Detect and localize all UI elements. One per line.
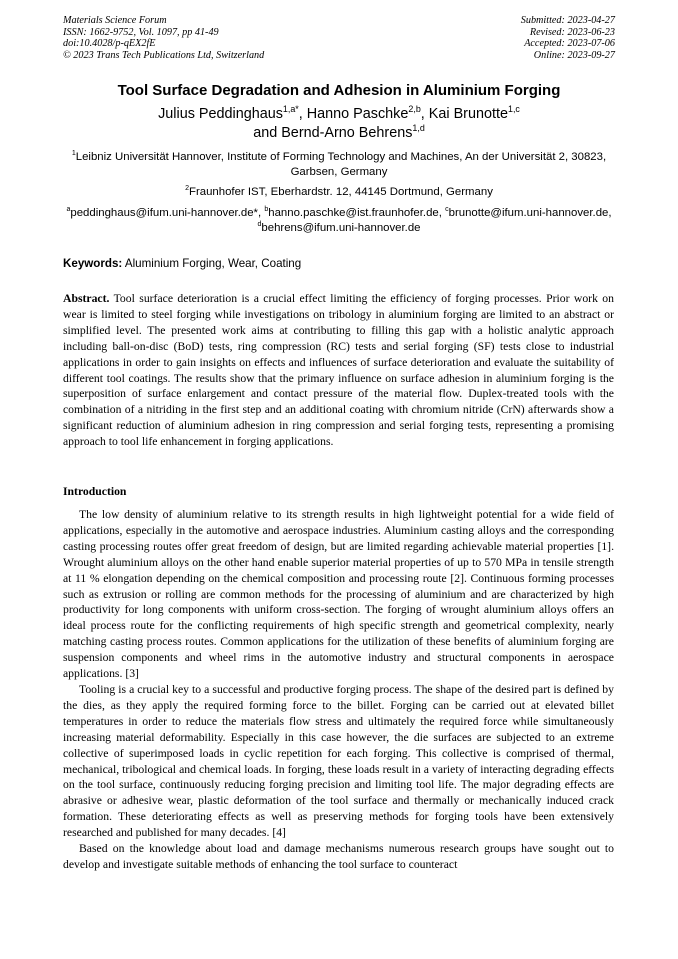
revised-date: Revised: 2023-06-23 (529, 26, 615, 38)
author-line-1 (40, 105, 638, 124)
author-name: Hanno Paschke (306, 106, 409, 122)
doi: doi:10.4028/p-qEX2fE (63, 38, 156, 50)
header-right (521, 15, 615, 61)
author-separator: , (420, 106, 429, 122)
email-link[interactable]: peddinghaus@ifum.uni-hannover.de*, (70, 207, 265, 219)
author-line-2 (40, 124, 638, 143)
keywords-text: Aluminium Forging, Wear, Coating (122, 257, 302, 270)
email-sup: b (264, 206, 269, 214)
email-sup: a (66, 206, 71, 214)
author-affiliation-sup: 1,d (412, 123, 425, 134)
submitted-date: Submitted: 2023-04-27 (520, 15, 615, 26)
affiliation-2 (66, 185, 612, 200)
author-affiliation-sup: 1,c (507, 104, 520, 115)
paragraph: Based on the knowledge about load and damage mechanisms numerous research groups have sought out to develop and investigate suitable methods of enhancing the tool surface to counteract (63, 842, 614, 871)
affiliation-1 (66, 150, 612, 180)
online-date: Online: 2023-09-27 (533, 49, 615, 61)
email-link[interactable]: behrens@ifum.uni-hannover.de (261, 222, 421, 234)
abstract (63, 291, 614, 450)
affiliation-sup: 1 (71, 150, 76, 158)
abstract-label: Abstract. (63, 292, 110, 305)
author-emails (66, 206, 612, 236)
journal-name: Materials Science Forum (63, 15, 167, 26)
paper-title: Tool Surface Degradation and Adhesion in Aluminium Forging (117, 82, 561, 99)
keywords (63, 256, 301, 271)
author-list (40, 105, 638, 143)
author-separator: , (298, 106, 307, 122)
email-link[interactable]: brunotte@ifum.uni-hannover.de, (448, 207, 612, 219)
accepted-date: Accepted: 2023-07-06 (524, 38, 615, 50)
email-sup: c (445, 206, 449, 214)
header-left (63, 15, 264, 61)
abstract-text: Tool surface deterioration is a crucial effect limiting the efficiency of forging processes. Prior work on wear is limited to steel forging while investigations on tribology in aluminium forging are limited to an abstract or simplified level. The presented work aims at contributing to filling this gap with a holistic analytic approach including ball-on-disc (BoD) tests, ring compression (RC) tests and serial forging (SF) tests close to industrial applications in order to gain insights on effects and influences of surface deterioration and evaluate the suitability of different tool coatings. The results show that the primary influence on surface adhesion in aluminium forging is the superposition of surface enlargement and contact pressure of the material flow. Duplex-treated tools with the combination of a nitriding in the first step and an additional coating with chromium nitride (CrN) afterwards show a significant reduction of aluminium adhesion in ring compression and serial forging tests, representing a promising approach to tool life enhancement in forging applications. (63, 292, 614, 449)
section-heading-introduction: Introduction (63, 485, 127, 498)
affiliation-text: Leibniz Universität Hannover, Institute of Forming Technology and Machines, An der Universität 2, 30823, Garbsen, Germany (75, 151, 607, 178)
issn: ISSN: 1662-9752, Vol. 1097, pp 41-49 (63, 26, 219, 38)
affiliation-text: Fraunhofer IST, Eberhardstr. 12, 44145 Dortmund, Germany (189, 186, 493, 198)
copyright: © 2023 Trans Tech Publications Ltd, Switzerland (63, 49, 265, 61)
author-name: and Bernd-Arno Behrens (253, 125, 413, 141)
author-affiliation-sup: 2,b (408, 104, 421, 115)
email-sup: d (257, 221, 262, 229)
keywords-label: Keywords: (63, 257, 123, 270)
affiliation-sup: 2 (185, 185, 189, 193)
author-affiliation-sup: 1,a* (282, 104, 299, 115)
email-link[interactable]: hanno.paschke@ist.fraunhofer.de, (268, 207, 446, 219)
paragraph: The low density of aluminium relative to its strength results in high lightweight potential for a wide field of applications, especially in the automotive and aerospace industries. Aluminium casting alloys and the corresponding casting processing routes offer great freedom of design, but are limited regarding achievable material properties [1]. Wrought aluminium alloys on the other hand enable superior material properties of up to 570 MPa in tensile strength at 11 % elongation depending on the chemical composition and processing route [2]. Continuous forming processes such as extrusion or rolling are common methods for the processing of aluminium and are characterized by high productivity for long components with uniform cross-section. The forging of wrought aluminium alloys offers an ideal process route for the conflicting requirements of high specific strength and geometrical complexity, nearly matching casting process routes. Common applications for the utilization of these benefits of aluminium forging are suspension components and wheel rims in the automotive industry and structural components in aerospace applications. [3] (63, 508, 614, 681)
paragraph: Tooling is a crucial key to a successful and productive forging process. The shape of the desired part is defined by the dies, as they apply the required forming force to the billet. Forging can be carried out at elevated billet temperatures in order to reduce the materials flow stress and ultimately the required force while simultaneously increasing material deformability. Especially in this case however, the die surfaces are subjected to an extreme collective of superimposed loads in cyclic repetition for each forging. This collective is comprised of thermal, mechanical, tribological and chemical loads. In forging, these loads result in a variety of interacting degrading effects on the tool surface, continuously reducing forging precision and limiting tool life. The major degrading effects are abrasive or adhesive wear, plastic deformation of the tool surface and thermally or mechanically induced crack formation. These deteriorating effects as well as preserving methods for forging tools have been extensively researched and published for many decades. [4] (63, 682, 614, 840)
introduction-body (63, 507, 614, 873)
author-name: Julius Peddinghaus (158, 106, 283, 122)
author-name: Kai Brunotte (428, 106, 508, 122)
